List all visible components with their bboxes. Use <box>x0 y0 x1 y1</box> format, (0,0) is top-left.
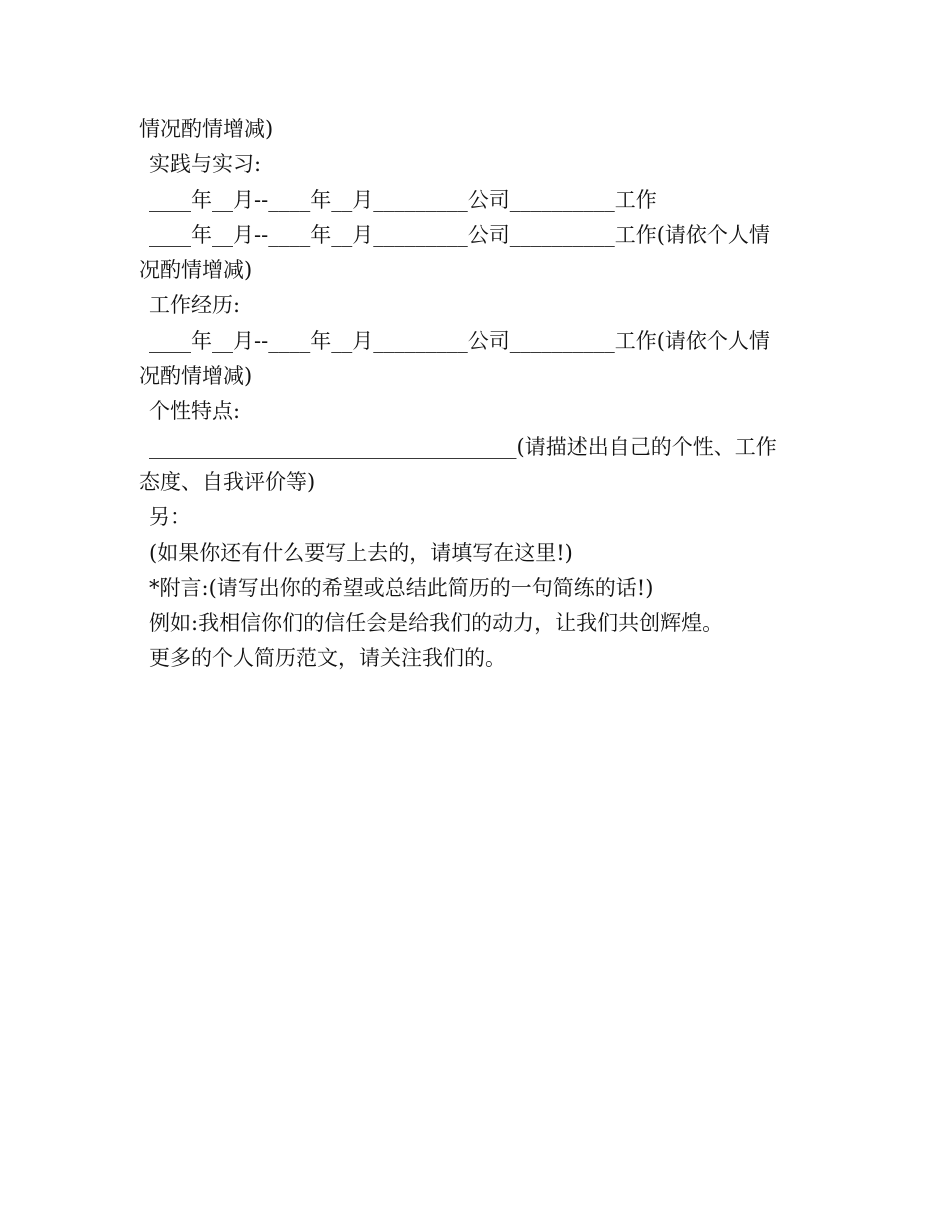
practice-entry: ____年__月--____年__月_________公司__________工作 <box>149 187 657 212</box>
postscript-line: *附言:(请写出你的希望或总结此简历的一句简练的话!) <box>149 575 654 600</box>
personality-entry: ___________________________________(请描述出自己的个性、工作 <box>149 434 777 459</box>
text-line: (如果你还有什么要写上去的，请填写在这里!) <box>149 540 573 565</box>
section-heading-work-experience: 工作经历: <box>149 293 241 318</box>
text-line: 况酌情增减) <box>139 258 253 283</box>
text-line: 态度、自我评价等) <box>139 469 316 494</box>
section-heading-practice: 实践与实习: <box>149 152 262 177</box>
document-body <box>139 112 819 677</box>
practice-entry: ____年__月--____年__月_________公司__________工作(请依个人情 <box>149 222 770 247</box>
section-heading-personality: 个性特点: <box>149 399 241 424</box>
text-line: 况酌情增减) <box>139 364 253 389</box>
closing-line: 更多的个人简历范文，请关注我们的。 <box>149 646 506 671</box>
work-entry: ____年__月--____年__月_________公司__________工作(请依个人情 <box>149 328 770 353</box>
text-line: 情况酌情增减) <box>139 117 274 141</box>
section-heading-other: 另： <box>149 505 191 530</box>
example-line: 例如:我相信你们的信任会是给我们的动力，让我们共创辉煌。 <box>149 611 724 636</box>
